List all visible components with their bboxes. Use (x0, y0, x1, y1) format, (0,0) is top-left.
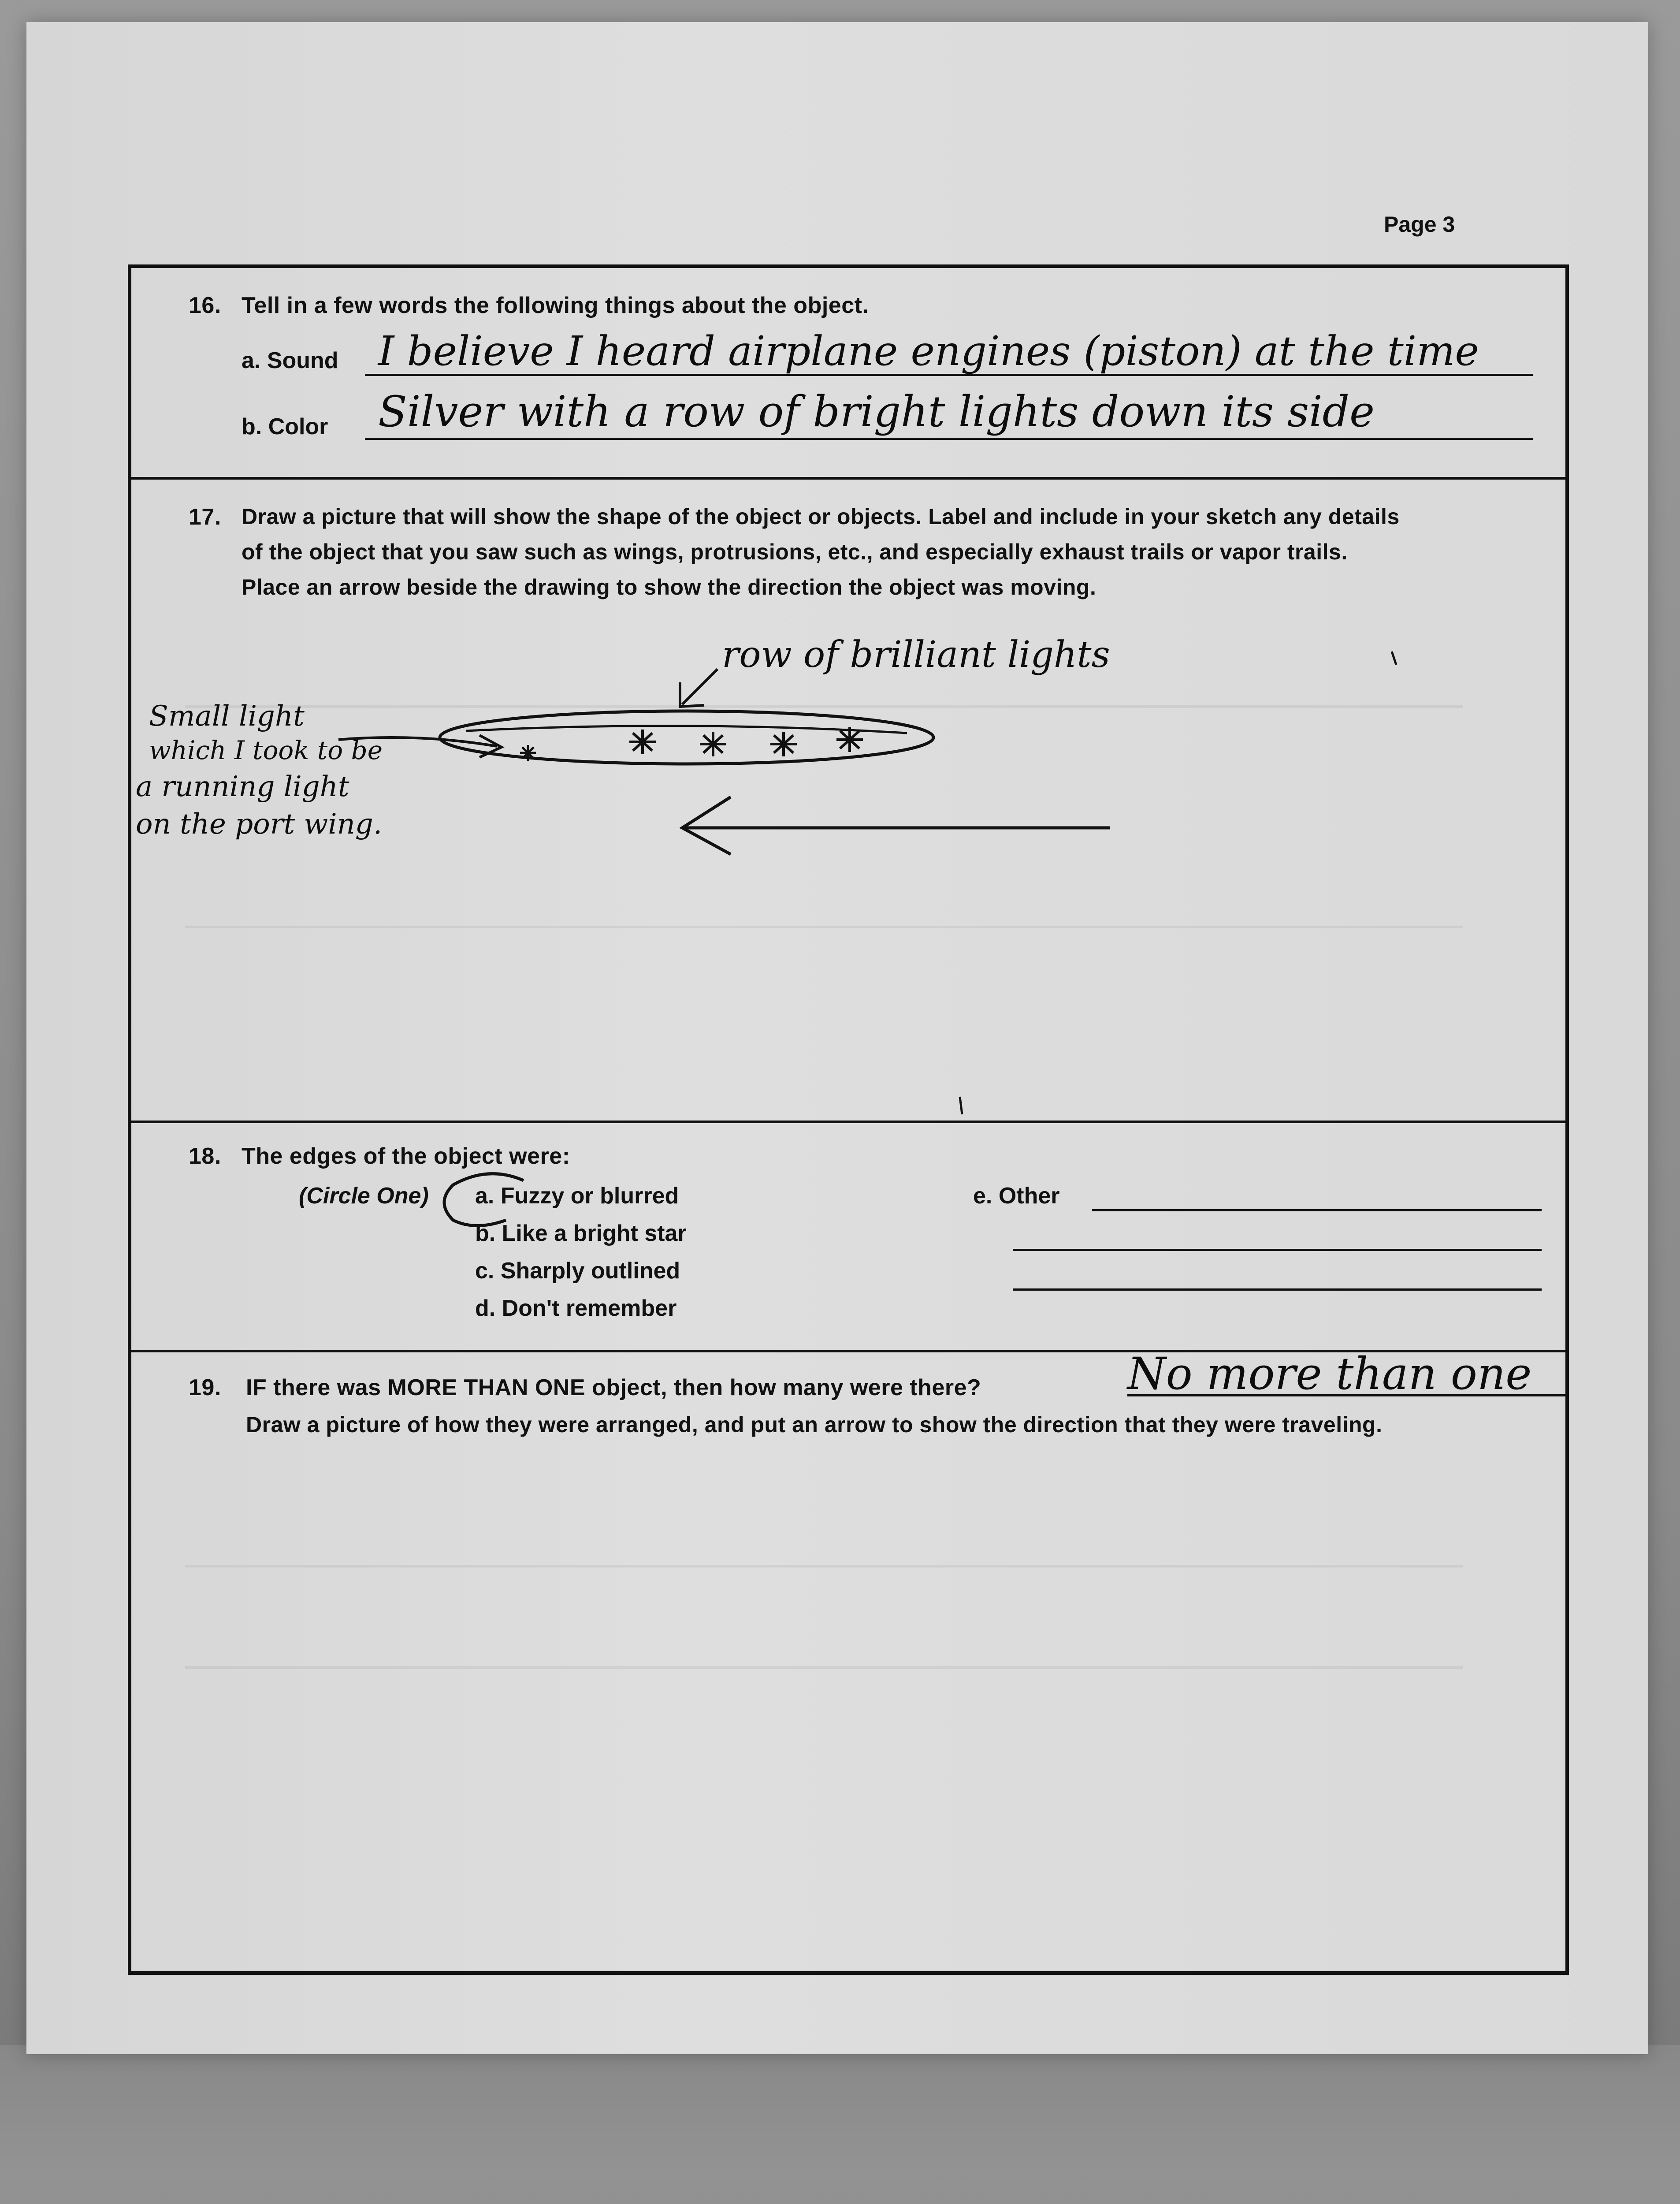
sketch-note-line2: which I took to be (149, 735, 383, 765)
q16-sound-answer: I believe I heard airplane engines (piston) at the time (378, 328, 1479, 375)
sketch-label-lights: row of brilliant lights (722, 634, 1110, 676)
q16-color-label: b. Color (242, 414, 328, 439)
q16-number: 16. (189, 293, 221, 318)
q16-prompt: Tell in a few words the following things about the object. (242, 293, 869, 318)
q18-option-e: e. Other (973, 1183, 1060, 1209)
q18-other-line-1 (1092, 1209, 1542, 1211)
q19-answer: No more than one (1127, 1348, 1532, 1400)
q17-number: 17. (189, 504, 221, 530)
q18-option-c: c. Sharply outlined (475, 1258, 680, 1284)
q18-circle-one: (Circle One) (299, 1183, 429, 1209)
q17-prompt-line3: Place an arrow beside the drawing to show the direction the object was moving. (242, 575, 1096, 599)
q18-number: 18. (189, 1143, 221, 1169)
q16-color-answer: Silver with a row of bright lights down its side (378, 387, 1375, 436)
q19-number: 19. (189, 1375, 221, 1400)
running-light (520, 745, 536, 761)
object-outline (440, 711, 933, 764)
observation-form (128, 264, 1569, 1975)
q16-sound-label: a. Sound (242, 348, 338, 373)
page-number: Page 3 (1384, 212, 1455, 237)
lights-label-pointer (682, 669, 717, 704)
q18-other-line-2 (1013, 1249, 1542, 1251)
q18-option-d: d. Don't remember (475, 1296, 677, 1321)
q18-option-b: b. Like a bright star (475, 1221, 687, 1246)
sketch-note-line1: Small light (149, 700, 305, 733)
q18-prompt: The edges of the object were: (242, 1143, 570, 1169)
q18-other-line-3 (1013, 1288, 1542, 1291)
q19-answer-line (1127, 1394, 1568, 1396)
light-starbursts (629, 727, 863, 756)
question-18 (131, 1123, 1565, 1352)
question-19 (131, 1348, 1565, 1974)
q19-prompt: IF there was MORE THAN ONE object, then how many were there? (246, 1375, 981, 1400)
sketch-note-line3: a running light (136, 771, 349, 803)
question-16 (131, 268, 1565, 480)
question-17 (131, 480, 1565, 1123)
q19-prompt-line2: Draw a picture of how they were arranged, and put an arrow to show the direction that they were traveling. (246, 1412, 1383, 1437)
q17-prompt-line1: Draw a picture that will show the shape of the object or objects. Label and include in your sketch any details (242, 504, 1400, 529)
sketch-note-line4: on the port wing. (136, 808, 383, 841)
q18-option-a: a. Fuzzy or blurred (475, 1183, 679, 1209)
backdrop-lower (0, 2045, 1680, 2204)
q16-color-line (365, 438, 1533, 440)
q17-prompt-line2: of the object that you saw such as wings, protrusions, etc., and especially exhaust trails or vapor trails. (242, 540, 1348, 564)
